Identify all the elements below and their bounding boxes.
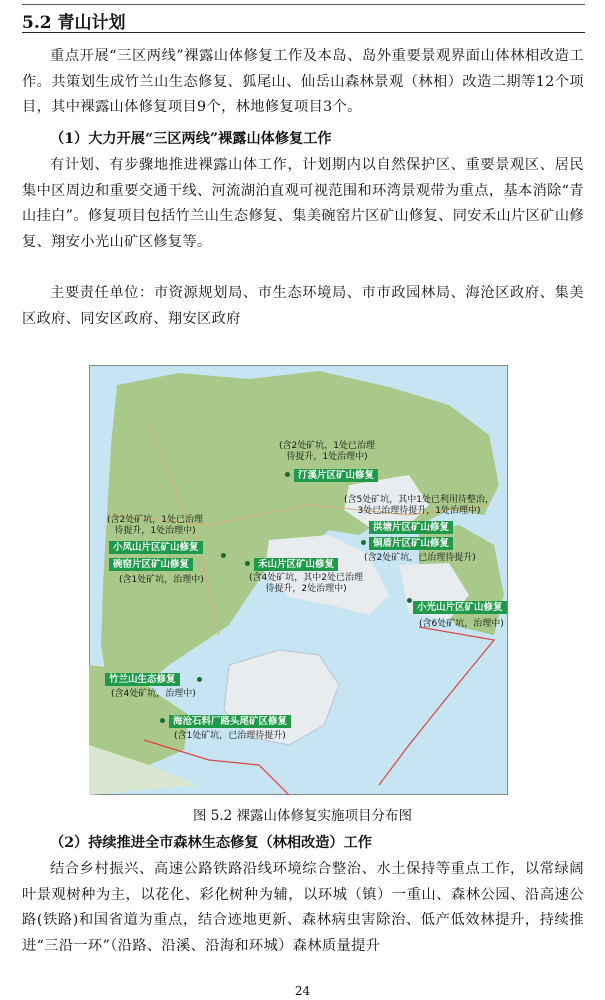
project-note: (含5处矿坑，其中1处已利用待整治， 3处已治理待提升，1处治理中): [344, 495, 494, 516]
project-label: 汀溪片区矿山修复: [294, 469, 378, 482]
project-note: (含2处矿坑，1处已治理 待提升，1处治理中): [107, 515, 203, 536]
project-marker: [361, 540, 366, 545]
project-marker: [285, 472, 290, 477]
project-label: 禾山片区矿山修复: [254, 558, 338, 571]
intro-paragraph: 重点开展“三区两线”裸露山体修复工作及本岛、岛外重要景观界面山体林相改造工作。共策划生成竹兰山生态修复、狐尾山、仙岳山森林景观（林相）改造二期等12个项目，其中裸露山体修复项目9个，林地修复项目3个。: [22, 48, 584, 115]
section-title: 5.2 青山计划: [22, 13, 126, 33]
project-label: 小光山片区矿山修复: [413, 601, 507, 614]
figure-caption: 图 5.2 裸露山体修复实施项目分布图: [192, 808, 413, 824]
project-distribution-map: [89, 365, 508, 795]
project-note: (含4处矿坑，治理中): [111, 689, 196, 699]
project-marker: [221, 553, 226, 558]
project-marker: [407, 598, 412, 603]
project-note: (含1处矿坑，已治理待提升): [174, 731, 286, 741]
subsection-2-heading: （2）持续推进全市森林生态修复（林相改造）工作: [50, 835, 372, 851]
project-label: 洪塘片区矿山修复: [369, 521, 453, 534]
subsection-2-paragraph: 结合乡村振兴、高速公路铁路沿线环境综合整治、水土保持等重点工作，以常绿阔叶景观树种为主，以花化、彩化树种为辅，以环城（镇）一重山、森林公园、沿高速公路(铁路)和国省道为重点，结合迹地更新、森林病虫害除治、低产低效林提升，持续推进“三沿一环”（沿路、沿溪、沿海和环城）森林质量提升: [22, 861, 584, 954]
subsection-1-paragraph: 有计划、有步骤地推进裸露山体工作，计划期内以自然保护区、重要景观区、居民集中区周边和重要交通干线、河流湖泊直观可视范围和环湾景观带为重点，基本消除“青山挂白”。修复项目包括竹兰山生态修复、集美碗窑片区矿山修复、同安禾山片区矿山修复、翔安小光山矿区修复等。: [22, 157, 584, 250]
project-note: (含2处矿坑，已治理待提升): [364, 553, 476, 563]
page-number: 24: [294, 984, 311, 998]
project-label: 碗窑片区矿山修复: [109, 558, 193, 571]
project-label: 竹兰山生态修复: [105, 673, 180, 686]
header-rule: [22, 4, 585, 5]
project-marker: [160, 718, 165, 723]
project-note: (含6处矿坑，治理中): [419, 619, 504, 629]
responsible-units: 主要责任单位：市资源规划局、市生态环境局、市市政园林局、海沧区政府、集美区政府、同安区政府、翔安区政府: [22, 285, 584, 327]
project-marker: [245, 561, 250, 566]
subsection-1-heading: （1）大力开展“三区两线”裸露山体修复工作: [50, 131, 332, 147]
section-rule: [22, 32, 585, 33]
project-label: 小凤山片区矿山修复: [109, 541, 203, 554]
project-note: (含1处矿坑，治理中): [119, 575, 204, 585]
project-marker: [197, 677, 202, 682]
project-label: 海沧石料厂路头尾矿区修复: [169, 715, 291, 728]
project-note: (含4处矿坑，其中2处已治理 待提升，2处治理中): [249, 573, 363, 594]
project-note: (含2处矿坑，1处已治理 待提升，1处治理中): [279, 441, 375, 462]
project-label: 铜盾片区矿山修复: [369, 537, 453, 550]
